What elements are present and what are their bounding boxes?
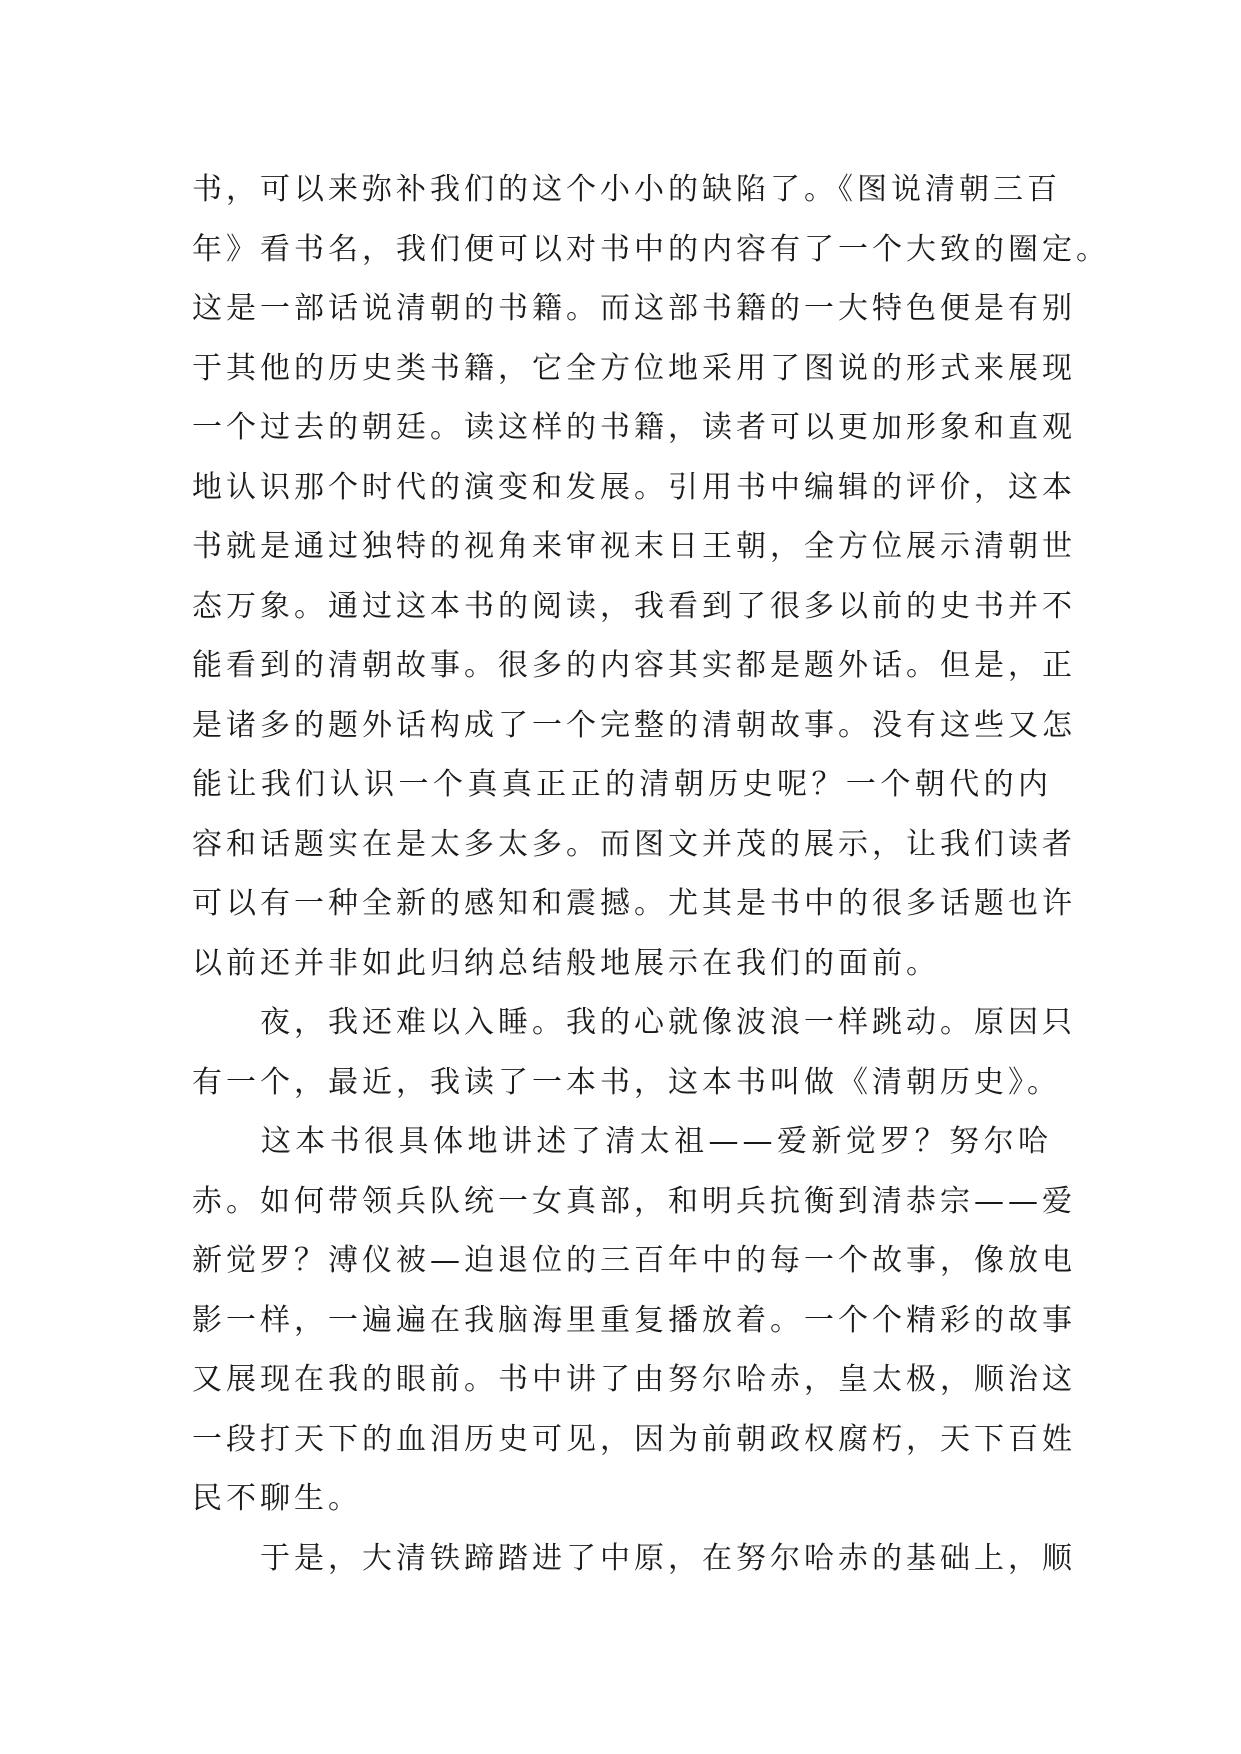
text-line: 有一个，最近，我读了一本书，这本书叫做《清朝历史》。 (192, 1064, 1061, 1100)
text-line: 容和话题实在是太多太多。而图文并茂的展示，让我们读者 (192, 826, 1076, 862)
text-line: 又展现在我的眼前。书中讲了由努尔哈赤，皇太极，顺治这 (192, 1362, 1076, 1397)
text-line: 这本书很具体地讲述了清太祖——爱新觉罗？努尔哈 (192, 1124, 1052, 1159)
text-line: 夜，我还难以入睡。我的心就像波浪一样跳动。原因只 (192, 1005, 1076, 1040)
text-line: 可以有一种全新的感知和震撼。尤其是书中的很多话题也许 (192, 886, 1076, 921)
text-line: 这是一部话说清朝的书籍。而这部书籍的一大特色便是有别 (192, 291, 1076, 326)
text-line: 于其他的历史类书籍，它全方位地采用了图说的形式来展现 (192, 350, 1076, 386)
text-line: 能看到的清朝故事。很多的内容其实都是题外话。但是，正 (192, 648, 1076, 683)
text-line: 态万象。通过这本书的阅读，我看到了很多以前的史书并不 (192, 588, 1076, 624)
text-line: 书就是通过独特的视角来审视末日王朝，全方位展示清朝世 (192, 529, 1076, 564)
text-line: 影一样，一遍遍在我脑海里重复播放着。一个个精彩的故事 (192, 1302, 1076, 1338)
text-line: 新觉罗？溥仪被—迫退位的三百年中的每一个故事，像放电 (192, 1243, 1076, 1278)
text-line: 能让我们认识一个真真正正的清朝历史呢？一个朝代的内 (192, 767, 1052, 802)
text-line: 年》看书名，我们便可以对书中的内容有了一个大致的圈定。 (192, 231, 1110, 267)
text-line: 民不聊生。 (192, 1481, 362, 1516)
text-line: 赤。如何带领兵队统一女真部，和明兵抗衡到清恭宗——爱 (192, 1183, 1076, 1219)
text-line: 是诸多的题外话构成了一个完整的清朝故事。没有这些又怎 (192, 707, 1076, 743)
text-line: 以前还并非如此归纳总结般地展示在我们的面前。 (192, 945, 940, 981)
text-line: 书，可以来弥补我们的这个小小的缺陷了。《图说清朝三百 (192, 172, 1061, 207)
body-text (192, 160, 1110, 1588)
text-line: 一段打天下的血泪历史可见，因为前朝政权腐朽，天下百姓 (192, 1421, 1076, 1457)
text-line: 地认识那个时代的演变和发展。引用书中编辑的评价，这本 (192, 469, 1076, 505)
text-line: 一个过去的朝廷。读这样的书籍，读者可以更加形象和直观 (192, 410, 1076, 445)
text-line: 于是，大清铁蹄踏进了中原，在努尔哈赤的基础上，顺 (192, 1540, 1076, 1576)
